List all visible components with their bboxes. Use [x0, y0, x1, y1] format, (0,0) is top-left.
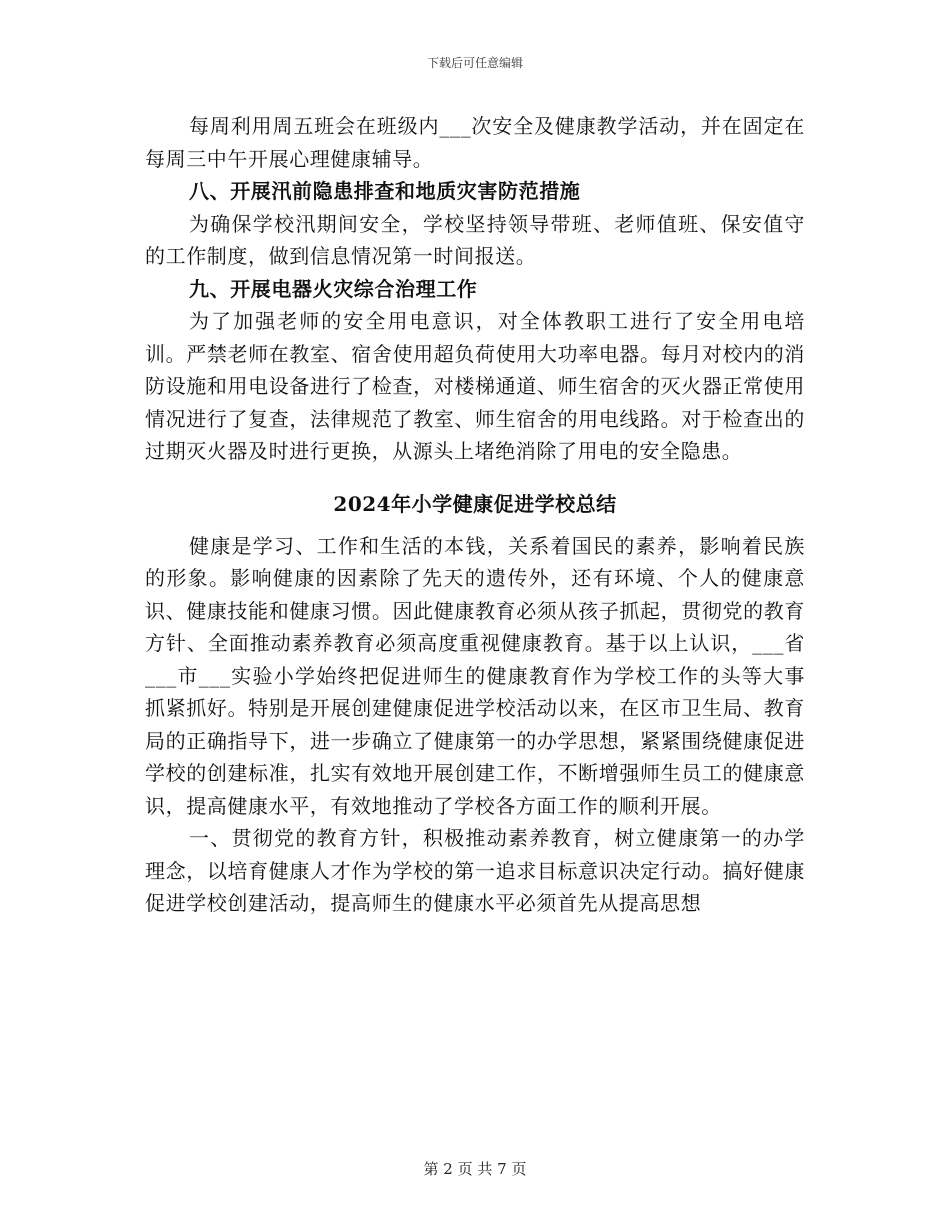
paragraph-flood-safety: 为确保学校汛期间安全，学校坚持领导带班、老师值班、保安值守的工作制度，做到信息情况第一时间报送。	[145, 211, 805, 268]
page-number: 第 2 页 共 7 页	[423, 1160, 527, 1178]
section-heading-8: 八、开展汛前隐患排查和地质灾害防范措施	[189, 179, 581, 203]
paragraph-section-one: 一、贯彻党的教育方针，积极推动素养教育，树立健康第一的办学理念，以培育健康人才作为学校的第一追求目标意识决定行动。搞好健康促进学校创建活动，提高师生的健康水平必须首先从提高思想	[145, 826, 805, 915]
document-body	[145, 110, 805, 920]
paragraph-electrical-safety: 为了加强老师的安全用电意识，对全体教职工进行了安全用电培训。严禁老师在教室、宿舍使用超负荷使用大功率电器。每月对校内的消防设施和用电设备进行了检查，对楼梯通道、师生宿舍的灭火器正常使用情况进行了复查，法律规范了教室、师生宿舍的用电线路。对于检查出的过期灭火器及时进行更换，从源头上堵绝消除了用电的安全隐患。	[145, 309, 805, 463]
header-note: 下载后可任意编辑	[426, 56, 523, 70]
section-heading-9: 九、开展电器火灾综合治理工作	[189, 276, 478, 301]
document-title: 2024年小学健康促进学校总结	[333, 491, 617, 516]
paragraph-health-intro: 健康是学习、工作和生活的本钱，关系着国民的素养，影响着民族的形象。影响健康的因素除了先天的遗传外，还有环境、个人的健康意识、健康技能和健康习惯。因此健康教育必须从孩子抓起，贯彻党的教育方针、全面推动素养教育必须高度重视健康教育。基于以上认识，___省___市___实验小学始终把促进师生的健康教育作为学校工作的头等大事抓紧抓好。特别是开展创建健康促进学校活动以来，在区市卫生局、教育局的正确指导下，进一步确立了健康第一的办学思想，紧紧围绕健康促进学校的创建标准，扎实有效地开展创建工作，不断增强师生员工的健康意识，提高健康水平，有效地推动了学校各方面工作的顺利开展。	[145, 533, 805, 818]
paragraph-weekly-safety-class: 每周利用周五班会在班级内___次安全及健康教学活动，并在固定在每周三中午开展心理健康辅导。	[145, 114, 805, 171]
